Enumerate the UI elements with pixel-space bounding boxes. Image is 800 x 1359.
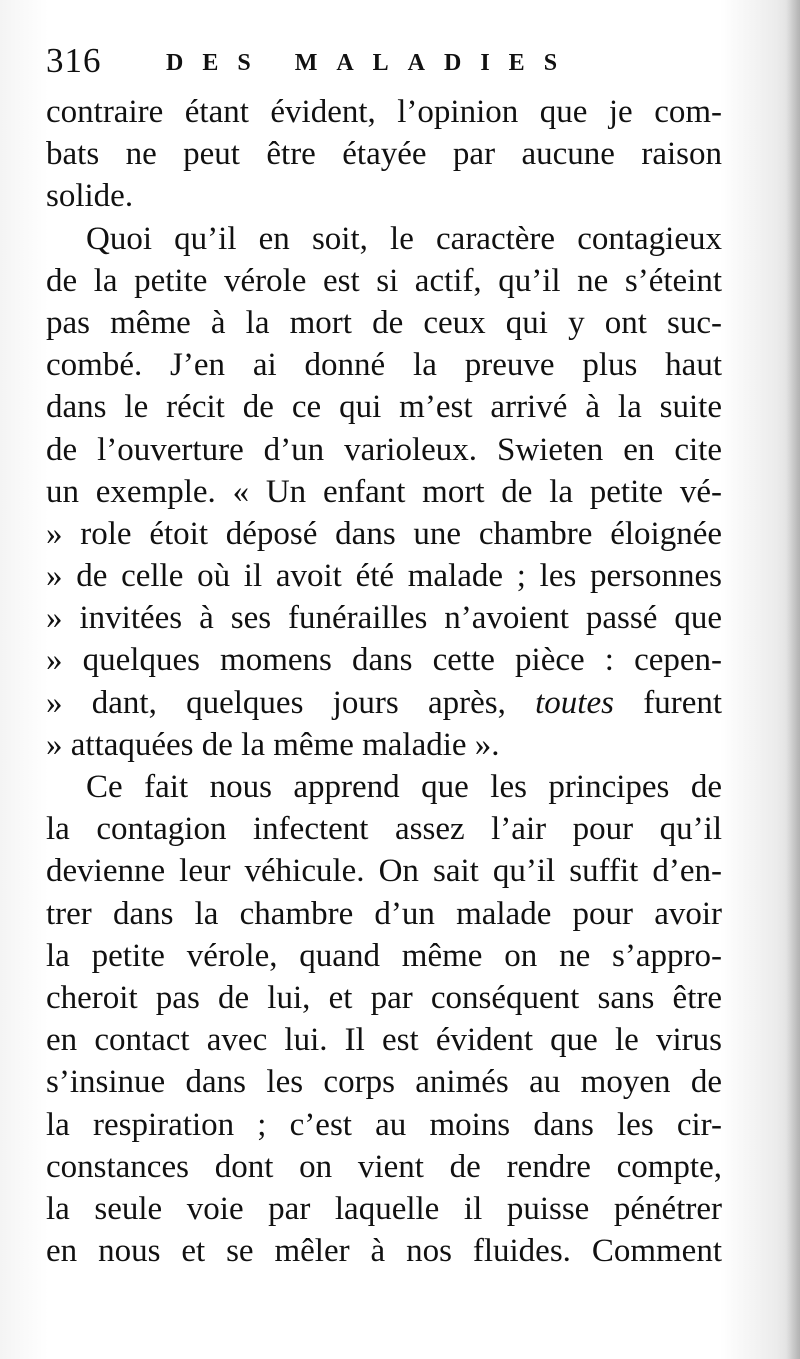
text-line: » role étoit déposé dans une chambre éloignée	[46, 515, 722, 552]
text-line: un exemple. « Un enfant mort de la petite vé-	[46, 473, 722, 510]
page-number: 316	[46, 41, 102, 80]
text-line: constances dont on vient de rendre compte,	[46, 1148, 722, 1185]
text-line: la petite vérole, quand même on ne s’appro-	[46, 937, 722, 974]
text-line: la seule voie par laquelle il puisse pénétrer	[46, 1190, 722, 1227]
text-line: solide.	[46, 178, 134, 215]
text-line: » invitées à ses funérailles n’avoient passé que	[46, 600, 722, 637]
text-line: » attaquées de la même maladie ».	[46, 726, 500, 763]
text-line: Ce fait nous apprend que les principes de	[86, 769, 722, 805]
text-line: trer dans la chambre d’un malade pour avoir	[46, 895, 722, 932]
running-head: DES MALADIES	[166, 50, 577, 76]
text-line: la contagion infectent assez l’air pour qu’il	[46, 811, 722, 848]
page-gutter-shadow	[786, 0, 800, 1359]
text-line: contraire étant évident, l’opinion que je com-	[46, 94, 722, 130]
text-segment: » dant, quelques jours après,	[46, 684, 506, 721]
text-line: s’insinue dans les corps animés au moyen de	[46, 1064, 722, 1101]
italic-word: toutes	[535, 684, 614, 721]
text-line: combé. J’en ai donné la preuve plus haut	[46, 347, 722, 384]
text-line: » de celle où il avoit été malade ; les personnes	[46, 558, 722, 595]
text-line: en contact avec lui. Il est évident que le virus	[46, 1022, 722, 1059]
text-line: Quoi qu’il en soit, le caractère contagieux	[86, 220, 722, 257]
text-line: bats ne peut être étayée par aucune raison	[46, 136, 722, 173]
text-line: de l’ouverture d’un varioleux. Swieten en cite	[46, 431, 722, 468]
page-header	[46, 36, 726, 86]
text-line: devienne leur véhicule. On sait qu’il suffit d’en-	[46, 853, 722, 890]
text-line: cheroit pas de lui, et par conséquent sans être	[46, 979, 722, 1016]
text-line: dans le récit de ce qui m’est arrivé à la suite	[46, 389, 722, 426]
text-line: la respiration ; c’est au moins dans les cir-	[46, 1106, 722, 1143]
text-line: de la petite vérole est si actif, qu’il ne s’éteint	[46, 262, 722, 299]
text-line: pas même à la mort de ceux qui y ont suc-	[46, 304, 722, 341]
body-text	[46, 91, 722, 1272]
text-line: en nous et se mêler à nos fluides. Comment	[46, 1233, 722, 1270]
text-line-with-italic	[46, 682, 722, 724]
text-segment: furent	[643, 684, 723, 721]
text-line: » quelques momens dans cette pièce : cepen-	[46, 642, 722, 679]
